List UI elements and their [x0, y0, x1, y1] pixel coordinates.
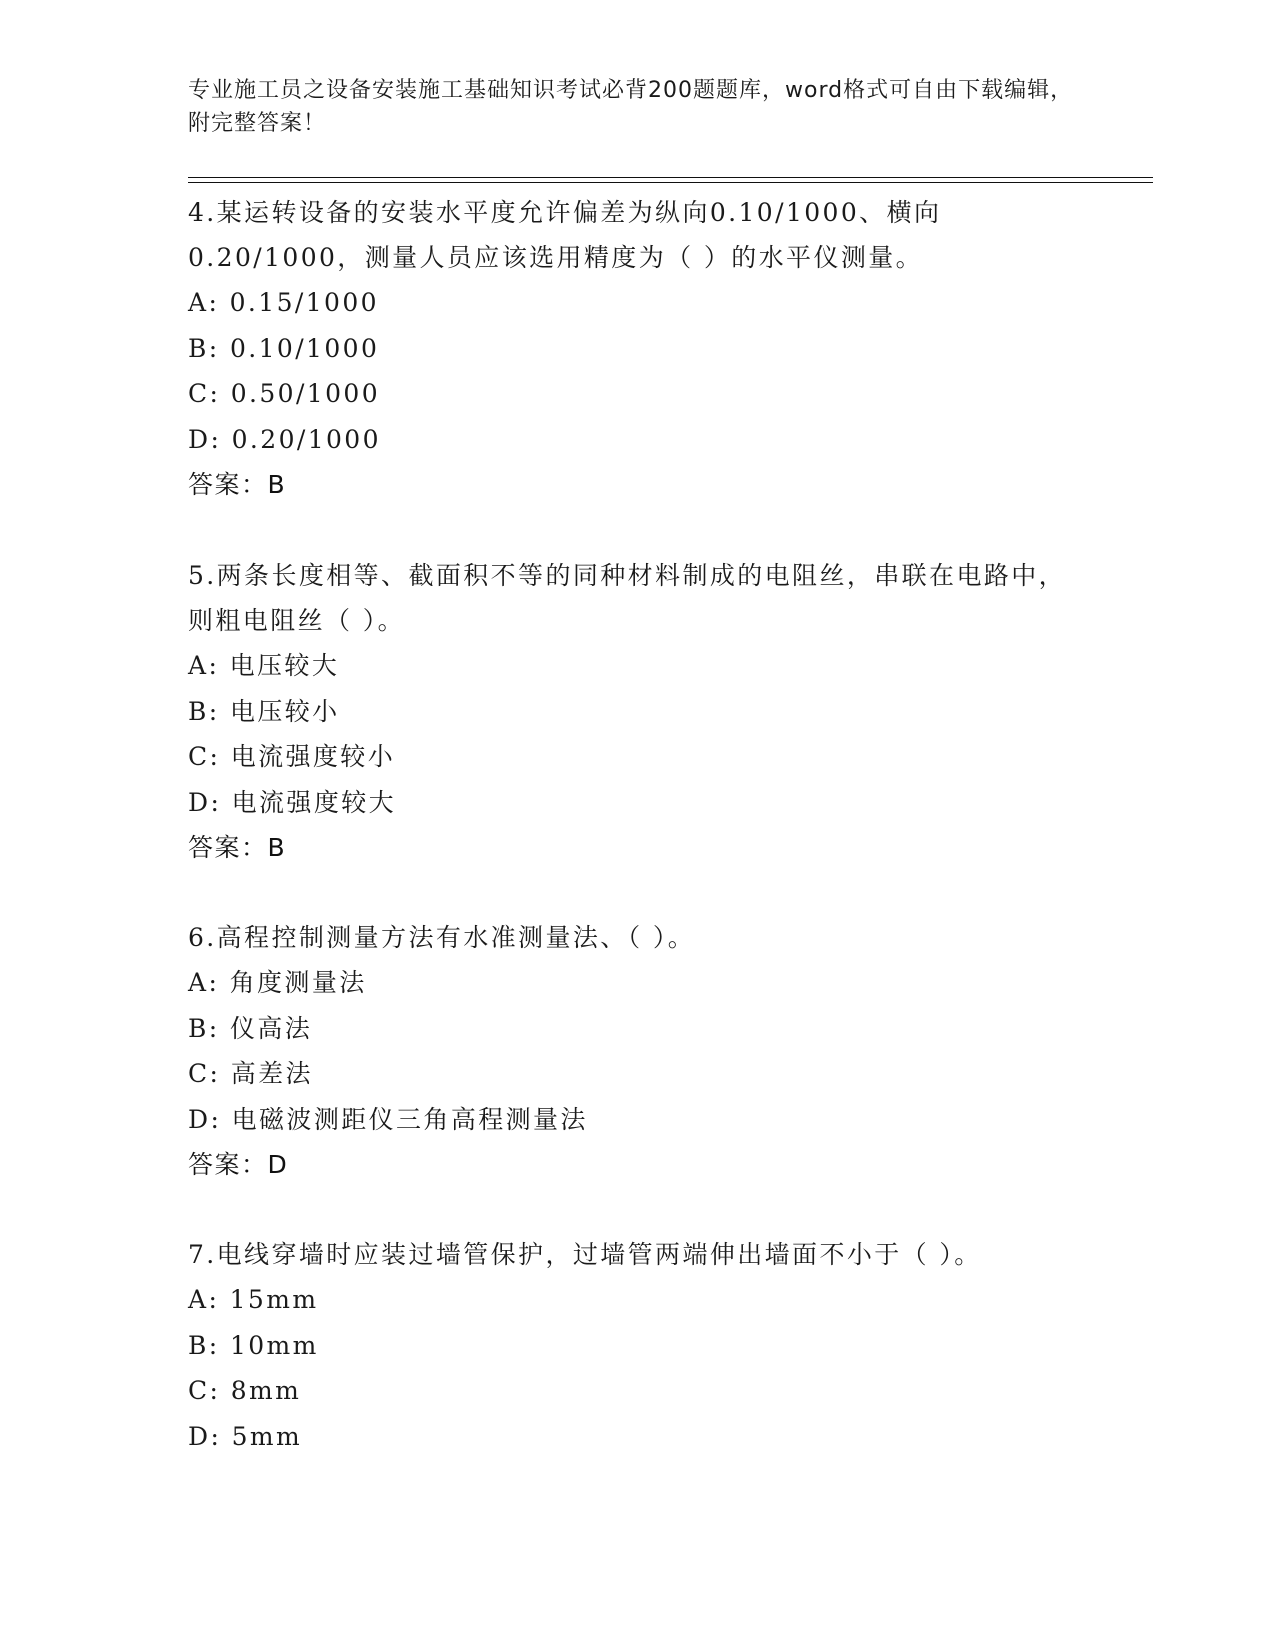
- answer-label: 答案：B: [188, 833, 287, 862]
- option-c: C: 电流强度较小: [188, 742, 396, 771]
- option-d: D: 电磁波测距仪三角高程测量法: [188, 1104, 588, 1134]
- question-stem: 5.两条长度相等、截面积不等的同种材料制成的电阻丝，串联在电路中，则粗电阻丝（ ）。: [188, 561, 1067, 635]
- question-4: [188, 190, 1088, 507]
- question-7: [188, 1232, 1088, 1459]
- header-description: 专业施工员之设备安装施工基础知识考试必背200题题库，word格式可自由下载编辑，附完整答案！: [188, 78, 1074, 136]
- option-c: C: 0.50/1000: [188, 379, 381, 408]
- question-6: [188, 915, 1088, 1187]
- option-b: B: 仪高法: [188, 1013, 313, 1043]
- option-b: B: 0.10/1000: [188, 333, 380, 363]
- answer-label: 答案：B: [188, 470, 287, 499]
- option-d: D: 电流强度较大: [188, 787, 397, 817]
- header-divider-bottom: [188, 182, 1153, 183]
- question-stem: 7.电线穿墙时应装过墙管保护，过墙管两端伸出墙面不小于（ ）。: [188, 1240, 982, 1269]
- answer-label: 答案：D: [188, 1150, 289, 1179]
- option-a: A: 电压较大: [188, 651, 340, 680]
- option-a: A: 0.15/1000: [188, 288, 379, 317]
- option-c: C: 8mm: [188, 1376, 302, 1405]
- question-stem: 6.高程控制测量方法有水准测量法、（ ）。: [188, 923, 696, 952]
- option-d: D: 0.20/1000: [188, 424, 381, 454]
- option-a: A: 15mm: [188, 1285, 319, 1314]
- option-b: B: 10mm: [188, 1330, 319, 1360]
- option-d: D: 5mm: [188, 1421, 303, 1451]
- option-c: C: 高差法: [188, 1059, 313, 1088]
- header-divider-top: [188, 177, 1153, 178]
- question-5: [188, 553, 1088, 870]
- option-a: A: 角度测量法: [188, 968, 367, 997]
- question-stem: 4.某运转设备的安装水平度允许偏差为纵向0.10/1000、横向0.20/1000，测量人员应该选用精度为（ ）的水平仪测量。: [188, 198, 942, 272]
- option-b: B: 电压较小: [188, 696, 340, 726]
